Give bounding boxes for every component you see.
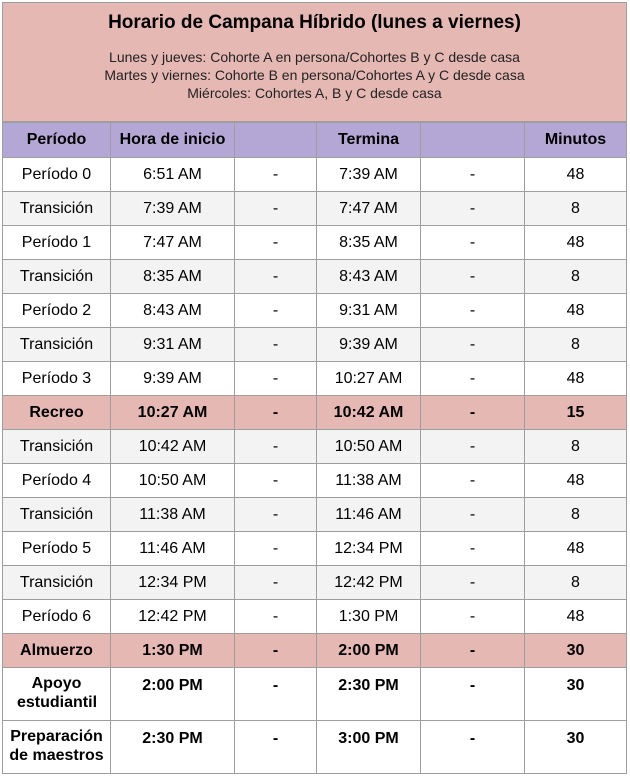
cell-period: Apoyo estudiantil bbox=[3, 668, 111, 721]
cell-sep: - bbox=[421, 158, 525, 192]
cell-end: 12:34 PM bbox=[317, 532, 421, 566]
cell-end: 11:38 AM bbox=[317, 464, 421, 498]
cell-end: 3:00 PM bbox=[317, 721, 421, 774]
cell-period: Período 0 bbox=[3, 158, 111, 192]
cell-period: Transición bbox=[3, 328, 111, 362]
table-row bbox=[3, 158, 627, 192]
cell-period: Período 5 bbox=[3, 532, 111, 566]
cell-end: 2:30 PM bbox=[317, 668, 421, 721]
cell-period: Transición bbox=[3, 192, 111, 226]
header-period: Período bbox=[3, 122, 111, 158]
cell-sep: - bbox=[235, 294, 317, 328]
cell-sep: - bbox=[235, 498, 317, 532]
cell-end: 10:42 AM bbox=[317, 396, 421, 430]
cell-sep: - bbox=[235, 158, 317, 192]
cell-sep: - bbox=[421, 566, 525, 600]
cell-start: 7:39 AM bbox=[111, 192, 235, 226]
cell-end: 2:00 PM bbox=[317, 634, 421, 668]
cell-sep: - bbox=[421, 192, 525, 226]
cell-sep: - bbox=[235, 226, 317, 260]
cell-sep: - bbox=[421, 396, 525, 430]
cell-minutes: 30 bbox=[525, 721, 627, 774]
cell-sep: - bbox=[421, 226, 525, 260]
cell-minutes: 30 bbox=[525, 668, 627, 721]
cell-minutes: 8 bbox=[525, 192, 627, 226]
table-row bbox=[3, 498, 627, 532]
cell-sep: - bbox=[235, 566, 317, 600]
schedule-title: Horario de Campana Híbrido (lunes a viernes) bbox=[108, 12, 521, 33]
cell-start: 9:31 AM bbox=[111, 328, 235, 362]
cell-period: Preparación de maestros bbox=[3, 721, 111, 774]
cell-minutes: 48 bbox=[525, 464, 627, 498]
cell-start: 10:50 AM bbox=[111, 464, 235, 498]
cell-sep: - bbox=[421, 328, 525, 362]
cell-period: Transición bbox=[3, 260, 111, 294]
cell-minutes: 48 bbox=[525, 600, 627, 634]
cell-start: 2:00 PM bbox=[111, 668, 235, 721]
cell-end: 1:30 PM bbox=[317, 600, 421, 634]
table-row bbox=[3, 532, 627, 566]
cell-sep: - bbox=[421, 634, 525, 668]
cell-start: 11:46 AM bbox=[111, 532, 235, 566]
header-end: Termina bbox=[317, 122, 421, 158]
cell-sep: - bbox=[421, 668, 525, 721]
table-row bbox=[3, 260, 627, 294]
header-blank-2 bbox=[421, 122, 525, 158]
cell-start: 12:34 PM bbox=[111, 566, 235, 600]
table-row-recess bbox=[3, 396, 627, 430]
table-row bbox=[3, 464, 627, 498]
cell-start: 9:39 AM bbox=[111, 362, 235, 396]
cell-start: 8:43 AM bbox=[111, 294, 235, 328]
cell-end: 7:39 AM bbox=[317, 158, 421, 192]
table-row bbox=[3, 192, 627, 226]
cell-sep: - bbox=[235, 396, 317, 430]
title-cell bbox=[3, 3, 627, 123]
table-row-lunch bbox=[3, 634, 627, 668]
cell-end: 9:39 AM bbox=[317, 328, 421, 362]
cell-sep: - bbox=[421, 430, 525, 464]
cell-period: Transición bbox=[3, 430, 111, 464]
cell-start: 12:42 PM bbox=[111, 600, 235, 634]
cell-end: 11:46 AM bbox=[317, 498, 421, 532]
cell-sep: - bbox=[235, 668, 317, 721]
cell-sep: - bbox=[421, 294, 525, 328]
header-blank-1 bbox=[235, 122, 317, 158]
cell-start: 7:47 AM bbox=[111, 226, 235, 260]
cell-end: 9:31 AM bbox=[317, 294, 421, 328]
table-row bbox=[3, 328, 627, 362]
cell-minutes: 48 bbox=[525, 362, 627, 396]
cell-period: Período 6 bbox=[3, 600, 111, 634]
cell-sep: - bbox=[235, 721, 317, 774]
cell-start: 10:42 AM bbox=[111, 430, 235, 464]
cell-period: Transición bbox=[3, 566, 111, 600]
cell-period: Período 1 bbox=[3, 226, 111, 260]
cell-sep: - bbox=[421, 260, 525, 294]
cell-period: Almuerzo bbox=[3, 634, 111, 668]
table-row bbox=[3, 226, 627, 260]
cell-start: 8:35 AM bbox=[111, 260, 235, 294]
cell-minutes: 8 bbox=[525, 328, 627, 362]
cell-end: 10:50 AM bbox=[317, 430, 421, 464]
cell-start: 11:38 AM bbox=[111, 498, 235, 532]
table-row bbox=[3, 294, 627, 328]
cell-sep: - bbox=[235, 260, 317, 294]
cell-sep: - bbox=[235, 532, 317, 566]
cell-period: Período 3 bbox=[3, 362, 111, 396]
cell-minutes: 8 bbox=[525, 498, 627, 532]
cell-sep: - bbox=[421, 464, 525, 498]
cell-sep: - bbox=[235, 464, 317, 498]
cell-minutes: 48 bbox=[525, 158, 627, 192]
cell-minutes: 48 bbox=[525, 294, 627, 328]
cell-sep: - bbox=[235, 328, 317, 362]
table-row bbox=[3, 430, 627, 464]
cell-start: 10:27 AM bbox=[111, 396, 235, 430]
subtitle-line-2: Martes y viernes: Cohorte B en persona/Cohortes A y C desde casa bbox=[104, 67, 525, 83]
cell-sep: - bbox=[421, 600, 525, 634]
cell-period: Período 4 bbox=[3, 464, 111, 498]
header-start: Hora de inicio bbox=[111, 122, 235, 158]
cell-sep: - bbox=[421, 362, 525, 396]
cell-sep: - bbox=[421, 721, 525, 774]
cell-period: Recreo bbox=[3, 396, 111, 430]
cell-end: 8:35 AM bbox=[317, 226, 421, 260]
cell-end: 7:47 AM bbox=[317, 192, 421, 226]
cell-minutes: 8 bbox=[525, 566, 627, 600]
header-minutes: Minutos bbox=[525, 122, 627, 158]
cell-sep: - bbox=[421, 532, 525, 566]
table-row bbox=[3, 362, 627, 396]
subtitle-line-3: Miércoles: Cohortes A, B y C desde casa bbox=[187, 85, 442, 101]
cell-period: Transición bbox=[3, 498, 111, 532]
cell-start: 2:30 PM bbox=[111, 721, 235, 774]
cell-minutes: 8 bbox=[525, 430, 627, 464]
cell-start: 1:30 PM bbox=[111, 634, 235, 668]
table-row-student-support bbox=[3, 668, 627, 721]
schedule-sheet bbox=[2, 2, 626, 774]
cell-sep: - bbox=[235, 362, 317, 396]
cell-period: Período 2 bbox=[3, 294, 111, 328]
subtitle-line-1: Lunes y jueves: Cohorte A en persona/Cohortes B y C desde casa bbox=[109, 49, 520, 65]
cell-end: 8:43 AM bbox=[317, 260, 421, 294]
cell-sep: - bbox=[235, 600, 317, 634]
cell-sep: - bbox=[235, 634, 317, 668]
header-row bbox=[3, 122, 627, 158]
cell-minutes: 8 bbox=[525, 260, 627, 294]
table-row bbox=[3, 566, 627, 600]
cell-minutes: 48 bbox=[525, 532, 627, 566]
cell-minutes: 48 bbox=[525, 226, 627, 260]
cell-sep: - bbox=[235, 192, 317, 226]
cell-minutes: 15 bbox=[525, 396, 627, 430]
cell-sep: - bbox=[421, 498, 525, 532]
cell-end: 12:42 PM bbox=[317, 566, 421, 600]
table-row-teacher-prep bbox=[3, 721, 627, 774]
cell-minutes: 30 bbox=[525, 634, 627, 668]
bell-schedule-table bbox=[2, 2, 627, 774]
table-row bbox=[3, 600, 627, 634]
cell-sep: - bbox=[235, 430, 317, 464]
cell-start: 6:51 AM bbox=[111, 158, 235, 192]
cell-end: 10:27 AM bbox=[317, 362, 421, 396]
